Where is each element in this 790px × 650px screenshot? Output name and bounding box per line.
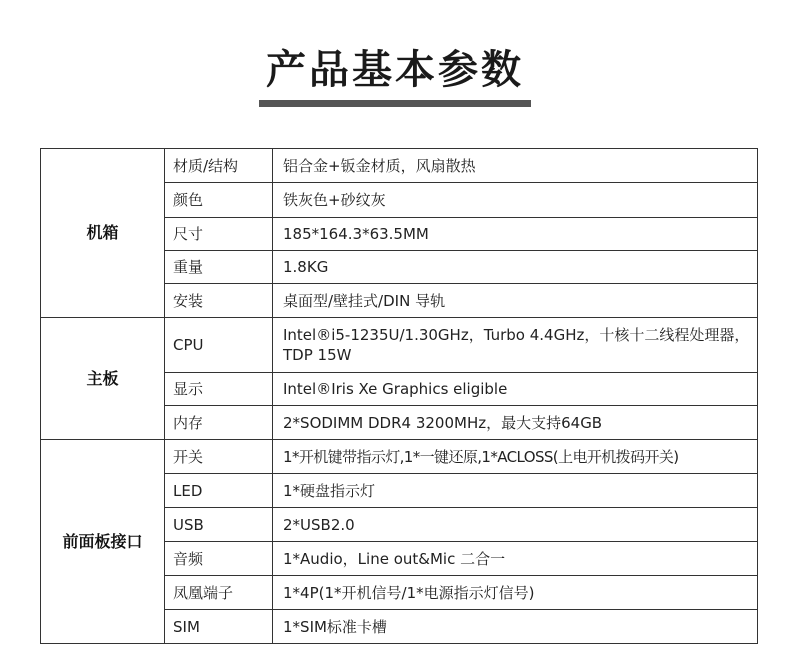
row-value: 1.8KG: [273, 251, 758, 284]
row-value: 铝合金+钣金材质，风扇散热: [273, 149, 758, 183]
row-label: 尺寸: [165, 218, 273, 251]
spec-table: [40, 148, 758, 644]
row-value: 1*硬盘指示灯: [273, 474, 758, 508]
row-value: 桌面型/壁挂式/DIN 导轨: [273, 284, 758, 318]
row-label: 音频: [165, 542, 273, 576]
row-value: 2*USB2.0: [273, 508, 758, 542]
row-value: 1*Audio，Line out&Mic 二合一: [273, 542, 758, 576]
row-value: Intel®i5-1235U/1.30GHz，Turbo 4.4GHz，十核十二线程处理器，TDP 15W: [273, 318, 758, 373]
table-row: [41, 149, 758, 183]
row-value: 1*开机键带指示灯,1*一键还原,1*ACLOSS(上电开机拨码开关): [273, 440, 758, 474]
row-value: 1*SIM标准卡槽: [273, 610, 758, 644]
row-value: 1*4P(1*开机信号/1*电源指示灯信号): [273, 576, 758, 610]
title-underline: [259, 100, 531, 107]
row-label: SIM: [165, 610, 273, 644]
row-value: 185*164.3*63.5MM: [273, 218, 758, 251]
row-label: 显示: [165, 373, 273, 406]
row-value: 铁灰色+砂纹灰: [273, 183, 758, 218]
row-label: 颜色: [165, 183, 273, 218]
row-label: 安装: [165, 284, 273, 318]
group-label-mainboard: 主板: [41, 318, 165, 440]
row-label: 凤凰端子: [165, 576, 273, 610]
row-label: USB: [165, 508, 273, 542]
row-label: 材质/结构: [165, 149, 273, 183]
row-value: Intel®Iris Xe Graphics eligible: [273, 373, 758, 406]
page-title: 产品基本参数: [266, 47, 524, 93]
group-label-chassis: 机箱: [41, 149, 165, 318]
row-label: LED: [165, 474, 273, 508]
group-label-front-panel: 前面板接口: [41, 440, 165, 644]
row-label: CPU: [165, 318, 273, 373]
row-value: 2*SODIMM DDR4 3200MHz，最大支持64GB: [273, 406, 758, 440]
table-row: [41, 318, 758, 373]
row-label: 内存: [165, 406, 273, 440]
row-label: 开关: [165, 440, 273, 474]
table-row: [41, 440, 758, 474]
row-label: 重量: [165, 251, 273, 284]
